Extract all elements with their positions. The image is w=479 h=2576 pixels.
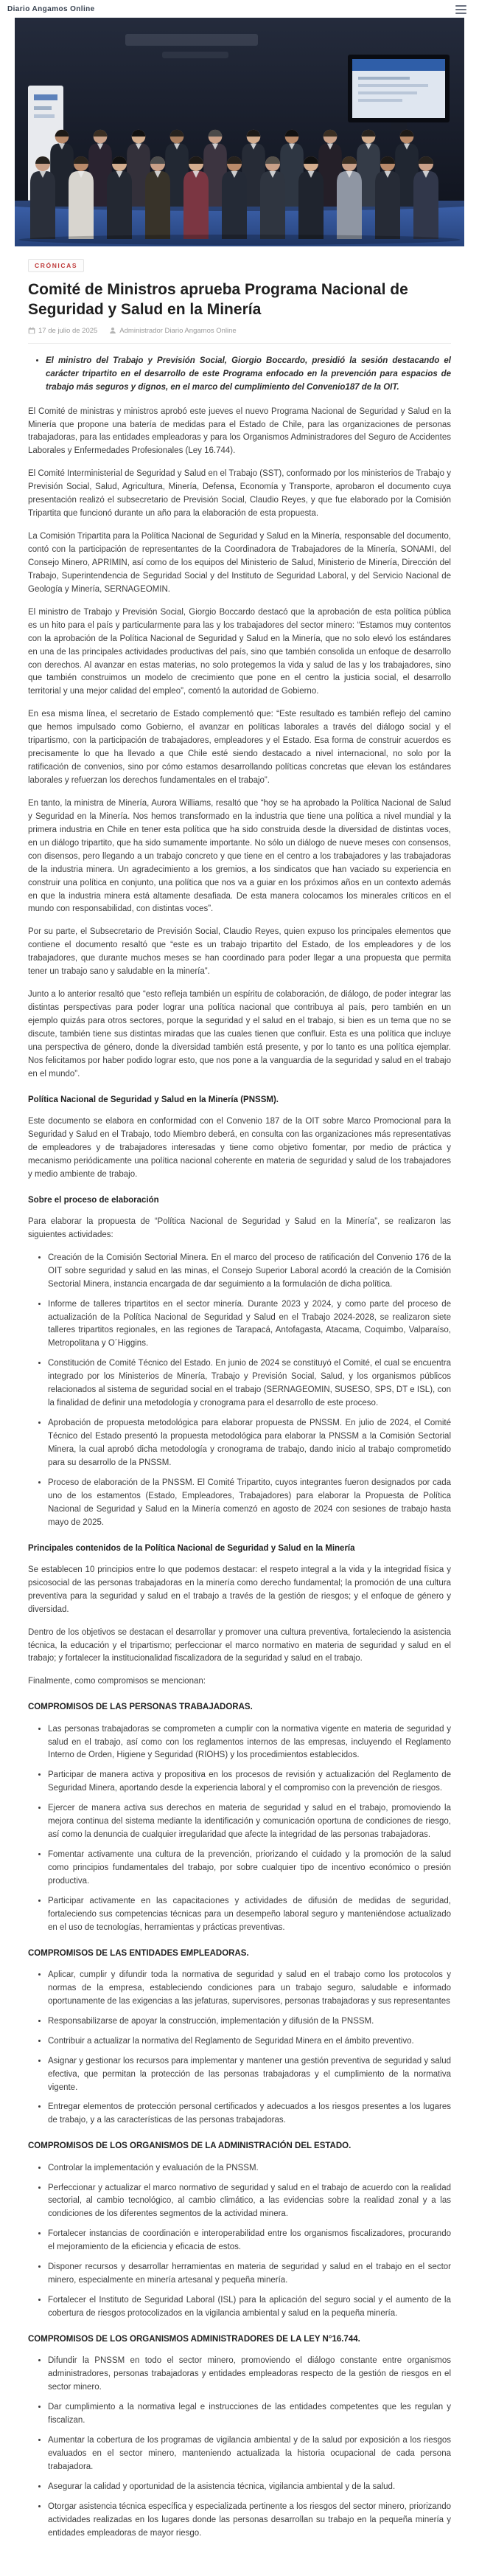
lead-paragraph: • El ministro del Trabajo y Previsión Social, Giorgio Boccardo, presidió la sesión destacando el carácter tripartito en el desarrollo de este Programa enfocado en la prevención para espacios de trabajo más seguros y dignos, en el marco del cumplimiento del Convenio187 de la OIT. — [46, 355, 451, 395]
list-item: • Perfeccionar y actualizar el marco normativo de seguridad y salud en el trabajo de acuerdo con la realidad sectorial, al cambio tecnológico, al cambio climático, a las evidencias sobre la realidad zonal y a las condiciones de los diferentes segmentos de la actividad minera. — [48, 2182, 451, 2222]
list-item: • Fortalecer instancias de coordinación e interoperabilidad entre los organismos fiscalizadores, procurando el mejoramiento de la eficiencia y eficacia de estos. — [48, 2228, 451, 2254]
list-item: • Dar cumplimiento a la normativa legal e instrucciones de las entidades competentes que les regulan y fiscalizan. — [48, 2401, 451, 2428]
section-heading-empleadoras: COMPROMISOS DE LAS ENTIDADES EMPLEADORAS. — [28, 1948, 249, 1958]
compromisos-empleadoras-list — [28, 1969, 451, 2127]
list-item: • Asignar y gestionar los recursos para implementar y mantener una gestión preventiva de seguridad y salud efectiva, que permitan la protección de las personas trabajadoras y el cumplimiento de la normativa vigente. — [48, 2055, 451, 2095]
list-item: • Controlar la implementación y evaluación de la PNSSM. — [48, 2162, 451, 2175]
paragraph: En tanto, la ministra de Minería, Aurora Williams, resaltó que “hoy se ha aprobado la Política Nacional de Salud y Seguridad en la Minería. Nos hemos transformado en la industria que tiene una política a nivel mundial y la primera industria en Chile en tener esta política que ha sido construida desde la diversidad de distintas voces, en un diálogo tripartito, que ha sido sumamente importante. No sólo un diálogo de nueve meses con consensos, con disensos, pero llegando a un trabajo concreto y que tiene en el centro a los trabajadores y las trabajadoras de la industria minera. Un agradecimiento a los gremios, a los sindicatos que han vaciado su experiencia en construir una política en conjunto, una política que nos va a guiar en los próximos años en un contexto además en que la industria minera está altamente desafiada. De esta manera colocamos los minerales críticos en el mundo con responsabilidad, con distintas voces”. — [28, 798, 451, 914]
paragraph: Junto a lo anterior resaltó que “esto refleja también un espíritu de colaboración, de diálogo, de poder integrar las distintas perspectivas para poder lograr una política nacional que contribuya al país, pero también en un ejemplo quizás para otros sectores, porque la seguridad y el salud en el trabajo, si bien es un tema que no se discute, también tiene sus distintas miradas que las cuales tienen que confluir. Esta es una política que incluye una perspectiva de género, donde la diversidad también está presente, y por lo tanto es una política ejemplar. Nos felicitamos por haber podido lograr esto, que nos pone a la vanguardia de la seguridad y salud en el trabajo en el mundo”. — [28, 990, 451, 1078]
group-photo-illustration — [15, 18, 464, 246]
list-item: • Entregar elementos de protección personal certificados y adecuados a los riesgos presentes a los lugares de trabajo, y a las características de las personas trabajadoras. — [48, 2101, 451, 2127]
paragraph: Se establecen 10 principios entre lo que podemos destacar: el respeto integral a la vida y la integridad física y psicosocial de las personas trabajadoras en la minería como derecho fundamental; la promoción de una cultura preventiva para la seguridad y salud en el trabajo a través de la gestión de riesgos; y el enfoque de género y diversidad. — [28, 1565, 451, 1614]
article-meta — [28, 327, 451, 344]
paragraph: Finalmente, como compromisos se mencionan: — [28, 1677, 206, 1686]
list-item: • Las personas trabajadoras se comprometen a cumplir con la normativa vigente en materia de seguridad y salud en el trabajo, así como con los reglamentos internos de las empresas, incluyendo el Reglamento Interno de Orden, Higiene y Seguridad (RIOHS) y los procedimientos establecidos. — [48, 1723, 451, 1763]
paragraph: El Comité Interministerial de Seguridad y Salud en el Trabajo (SST), conformado por los ministerios de Trabajo y Previsión Social, Salud, Agricultura, Minería, Defensa, Economía y Transporte, aprobaron el documento cuya presentación realizó el subsecretario de Previsión Social, Claudio Reyes, y que fue elaborado por la Comisión Tripartita que funcionó durante un año para la elaboración de esta propuesta. — [28, 469, 451, 519]
section-heading-proceso: Sobre el proceso de elaboración — [28, 1195, 159, 1205]
list-item: • Constitución de Comité Técnico del Estado. En junio de 2024 se constituyó el Comité, el cual se encuentra integrado por los Ministerios de Minería, Trabajo y Previsión Social, Salud, y los organismos públicos relacionados al sistema de seguridad social en el trabajo (SERNAGEOMIN, SUSESO, SPS, DT e ISL), con la finalidad de definir una metodología y cronograma para el desarrollo de este proceso. — [48, 1357, 451, 1410]
list-item: • Otorgar asistencia técnica específica y especializada pertinente a los riesgos del sector minero, priorizando actividades realizadas en los lugares donde las personas desarrollan su trabajo en la pequeña minería y entidades empleadoras de mayor riesgo. — [48, 2501, 451, 2541]
paragraph: La Comisión Tripartita para la Política Nacional de Seguridad y Salud en la Minería, responsable del documento, contó con la participación de representantes de la Coordinadora de Trabajadores de la Minería, SONAMI, del Consejo Minero, APRIMIN, así como de los equipos del Ministerio de Salud, Ministerio de Minería, Dirección del Trabajo, Superintendencia de Seguridad Social y del Instituto de Seguridad Laboral, y del Servicio Nacional de Geología y Minería, SERNAGEOMIN. — [28, 532, 451, 594]
list-item: • Participar activamente en las capacitaciones y actividades de difusión de medidas de seguridad, fortaleciendo sus competencias técnicas para un desempeño laboral seguro y manteniéndose actualizado en el uso de tecnologías, herramientas y prácticas preventivas. — [48, 1895, 451, 1935]
paragraph: Para elaborar la propuesta de “Política Nacional de Seguridad y Salud en la Minería”, se realizaron las siguientes actividades: — [28, 1216, 451, 1239]
list-item: • Difundir la PNSSM en todo el sector minero, promoviendo el diálogo constante entre organismos administradores, personas trabajadoras y entidades empleadoras respecto de la gestión de riesgos en el sector minero. — [48, 2355, 451, 2395]
user-icon — [109, 327, 116, 334]
list-item: • Disponer recursos y desarrollar herramientas en materia de seguridad y salud en el trabajo en el sector minero, especialmente en minería artesanal y pequeña minería. — [48, 2261, 451, 2288]
list-item: • Contribuir a actualizar la normativa del Reglamento de Seguridad Minera en el ámbito preventivo. — [48, 2035, 451, 2049]
paragraph: El ministro de Trabajo y Previsión Social, Giorgio Boccardo destacó que la aprobación de esta política pública es un hito para el país y particularmente para las y los trabajadores del sector minero: “Estamos muy contentos con la aprobación de la Política Nacional de Seguridad y Salud en la Minería, que no solo elevó los estándares en una de las principales actividades productivas del país, sino que también consolida un enfoque de desarrollo con derechos. Al avanzar en estas materias, no solo protegemos la vida y salud de las y los trabajadores, sino que también construimos un modelo de crecimiento que pone en el centro la justicia social, el desarrollo territorial y una mejor calidad del empleo”, comentó la autoridad de Gobierno. — [28, 607, 451, 696]
section-heading-trabajadoras: COMPROMISOS DE LAS PERSONAS TRABAJADORAS. — [28, 1703, 253, 1712]
list-item: • Proceso de elaboración de la PNSSM. El Comité Tripartito, cuyos integrantes fueron designados por cada uno de los estamentos (Estado, Empleadores, Trabajadores) para elaborar la Propuesta de Política Nacional de Seguridad y Salud en la Minería comenzó en agosto de 2024 con sesiones de trabajo hasta mayo de 2025. — [48, 1477, 451, 1530]
date-text: 17 de julio de 2025 — [38, 326, 98, 335]
list-item: • Responsabilizarse de apoyar la construcción, implementación y difusión de la PNSSM. — [48, 2015, 451, 2029]
page-title: Comité de Ministros aprueba Programa Nacional de Seguridad y Salud en la Minería — [28, 281, 408, 318]
paragraph: Este documento se elabora en conformidad con el Convenio 187 de la OIT sobre Marco Promocional para la Seguridad y Salud en el Trabajo, todo Miembro deberá, en consulta con las organizaciones más representativas de empleadores y de trabajadores interesadas y tiene como objetivo fomentar, por medio de práctica y mecanismo periódicamente una política nacional coherente en materia de seguridad y salud de los trabajadores y medio ambiente de trabajo. — [28, 1116, 451, 1179]
list-item: • Fortalecer el Instituto de Seguridad Laboral (ISL) para la aplicación del seguro social y el aumento de la cobertura de riesgos protocolizados en la vigilancia ambiental y salud en la pequeña minería. — [48, 2294, 451, 2321]
date-meta[interactable] — [28, 327, 97, 335]
site-header — [0, 0, 479, 18]
list-item: • Aplicar, cumplir y difundir toda la normativa de seguridad y salud en el trabajo como los protocolos y normas de la empresa, estableciendo condiciones para un trabajo seguro, saludable e informado oportunamente de las exigencias a las jefaturas, supervisores, personas trabajadoras y sus representantes — [48, 1969, 451, 2009]
section-heading-contenidos: Principales contenidos de la Política Nacional de Seguridad y Salud en la Minería — [28, 1543, 355, 1553]
paragraph: En esa misma línea, el secretario de Estado complementó que: “Este resultado es también reflejo del camino que hemos impulsado como Gobierno, el avanzar en políticas laborales a través del diálogo social y el tripartismo, con la participación de trabajadores, empleadores y el Estado. Esa forma de construir acuerdos es precisamente lo que ha llevado a que Chile esté siendo destacado a nivel internacional, no solo por la ratificación de convenios, sino por cómo estamos desarrollando políticas concretas que elevan los estándares laborales y refuerzan los derechos fundamentales en el trabajo”. — [28, 710, 451, 785]
list-item: • Aprobación de propuesta metodológica para elaborar propuesta de PNSSM. En julio de 2024, el Comité Técnico del Estado presentó la propuesta metodológica para elaborar la PNSSM a la Comisión Sectorial Minera, la cual aprobó dicha metodología y cronograma de trabajo, dando inicio al trabajo comprometido para su desarrollo de la PNSSM. — [48, 1417, 451, 1470]
list-item: • Asegurar la calidad y oportunidad de la asistencia técnica, vigilancia ambiental y de la salud. — [48, 2481, 451, 2494]
article — [0, 18, 479, 2576]
article-content — [0, 254, 479, 2576]
hamburger-icon[interactable] — [453, 3, 469, 16]
hero-image — [15, 18, 464, 246]
author-meta[interactable] — [109, 327, 236, 335]
proceso-list — [28, 1252, 451, 1530]
calendar-icon — [28, 327, 35, 334]
section-heading-pnssm: Política Nacional de Seguridad y Salud en la Minería (PNSSM). — [28, 1095, 279, 1104]
list-item: • Fomentar activamente una cultura de la prevención, priorizando el cuidado y la promoción de la salud como principios fundamentales del trabajo, por sobre cualquier tipo de incentivo económico o presión productiva. — [48, 1849, 451, 1888]
site-logo[interactable]: Diario Angamos Online — [7, 5, 95, 13]
compromisos-ley-list — [28, 2355, 451, 2540]
list-item: • Aumentar la cobertura de los programas de vigilancia ambiental y de la salud por exposición a los riesgos evaluados en el sector minero, manteniendo actualizada la historia ocupacional de cada persona trabajadora. — [48, 2434, 451, 2474]
compromisos-trabajadoras-list — [28, 1723, 451, 1935]
list-item: • Informe de talleres tripartitos en el sector minería. Durante 2023 y 2024, y como parte del proceso de actualización de la Política Nacional de Seguridad y Salud en el Trabajo 2024-2028, se realizaron siete talleres tripartitos regionales, en las regiones de Tarapacá, Antofagasta, Atacama, Coquimbo, Valparaíso, Metropolitana y O´Higgins. — [48, 1298, 451, 1351]
compromisos-estado-list — [28, 2162, 451, 2321]
paragraph: Por su parte, el Subsecretario de Previsión Social, Claudio Reyes, quien expuso los principales elementos que contiene el documento resaltó que “este es un trabajo tripartito del Estado, de los empleadores y de los trabajadores, que durante muchos meses se han coordinado para poder llegar a una propuesta que permita tener un trabajo sano y saludable en la minería”. — [28, 927, 451, 977]
paragraph: Dentro de los objetivos se destacan el desarrollar y promover una cultura preventiva, fortaleciendo la asistencia técnica, la educación y el tripartismo; perfeccionar el marco normativo en materia de seguridad y salud en el trabajo; y fortalecer la institucionalidad fiscalizadora de la seguridad y salud en el trabajo. — [28, 1627, 451, 1663]
section-heading-ley16744: COMPROMISOS DE LOS ORGANISMOS ADMINISTRADORES DE LA LEY N°16.744. — [28, 2334, 360, 2344]
section-heading-estado: COMPROMISOS DE LOS ORGANISMOS DE LA ADMINISTRACIÓN DEL ESTADO. — [28, 2142, 352, 2151]
list-item: • Ejercer de manera activa sus derechos en materia de seguridad y salud en el trabajo, promoviendo la mejora continua del sistema mediante la identificación y comunicación oportuna de condiciones de riesgo, así como la denuncia de cualquier irregularidad que afecte la integridad de las personas trabajadoras. — [48, 1802, 451, 1842]
list-item: • Creación de la Comisión Sectorial Minera. En el marco del proceso de ratificación del Convenio 176 de la OIT sobre seguridad y salud en las minas, el Consejo Superior Laboral acordó la creación de la Comisión Sectorial Minera, instancia encargada de dar seguimiento a la formulación de dicha política. — [48, 1252, 451, 1292]
lead-block — [28, 355, 451, 395]
author-text: Administrador Diario Angamos Online — [119, 326, 237, 335]
list-item: • Participar de manera activa y propositiva en los procesos de revisión y actualización del Reglamento de Seguridad Minera, aportando desde la experiencia laboral y el compromiso con la prevención de riesgos. — [48, 1769, 451, 1796]
category-tag[interactable]: CRÓNICAS — [28, 259, 84, 272]
paragraph: El Comité de ministras y ministros aprobó este jueves el nuevo Programa Nacional de Seguridad y Salud en la Minería que propone una batería de medidas para el Estado de Chile, para las organizaciones de personas trabajadoras, para las entidades empleadoras y para los Organismos Administradores del Seguro de Accidentes Laborales y Enfermedades Profesionales (Ley 16.744). — [28, 406, 451, 456]
